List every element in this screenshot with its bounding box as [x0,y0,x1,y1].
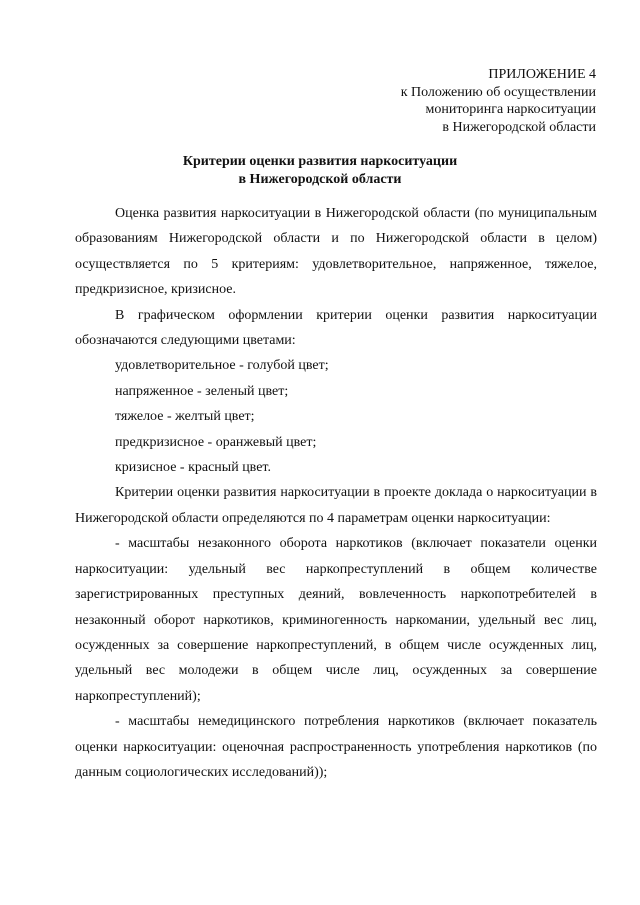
color-item-tense: напряженное - зеленый цвет; [115,383,289,399]
color-item-satisfactory: удовлетворительное - голубой цвет; [115,358,329,374]
appendix-reference-line-2: мониторинга наркоситуации [425,102,596,117]
color-item-severe: тяжелое - желтый цвет; [115,409,255,425]
paragraph-parameters: Критерии оценки развития наркоситуации в проекте доклада о наркоситуации в Нижегородской области определяются по 4 параметрам оценки наркоситуации: [75,485,597,526]
appendix-number: ПРИЛОЖЕНИЕ 4 [488,67,596,82]
appendix-reference-line-1: к Положению об осуществлении [400,84,596,100]
color-item-precrisis: предкризисное - оранжевый цвет; [115,434,317,450]
document-title-line-1: Критерии оценки развития наркоситуации [182,154,458,169]
document-title [0,153,640,188]
paragraph-criteria-intro: Оценка развития наркоситуации в Нижегородской области (по муниципальным образованиям Нижегородской области и по Нижегородской области в целом) осуществляется по 5 критериям: удовлетворительное, напряженное, тяжелое, предкризисное, кризисное. [75,206,597,298]
document-title-line-2: в Нижегородской области [238,171,402,187]
color-item-crisis: кризисное - красный цвет. [115,460,271,476]
appendix-reference-line-3: в Нижегородской области [442,119,596,135]
paragraph-illegal-trafficking: - масштабы незаконного оборота наркотиков (включает показатели оценки наркоситуации: удельный вес наркопреступлений в общем количестве зарегистрированных преступных деяний, вовлеченность наркопотребителей в незаконный оборот наркотиков, криминогенность наркомании, удельный вес лиц, осужденных за совершение наркопреступлений, в общем числе осужденных лиц, удельный вес молодежи в общем числе лиц, осужденных за совершение наркопреступлений); [75,536,597,704]
appendix-header [401,66,596,136]
paragraph-non-medical-use: - масштабы немедицинского потребления наркотиков (включает показатель оценки наркоситуации: оценочная распространенность употребления наркотиков (по данным социологических исследований)); [75,714,597,780]
document-body [75,201,597,785]
paragraph-color-coding: В графическом оформлении критерии оценки развития наркоситуации обозначаются следующими цветами: [75,307,597,349]
